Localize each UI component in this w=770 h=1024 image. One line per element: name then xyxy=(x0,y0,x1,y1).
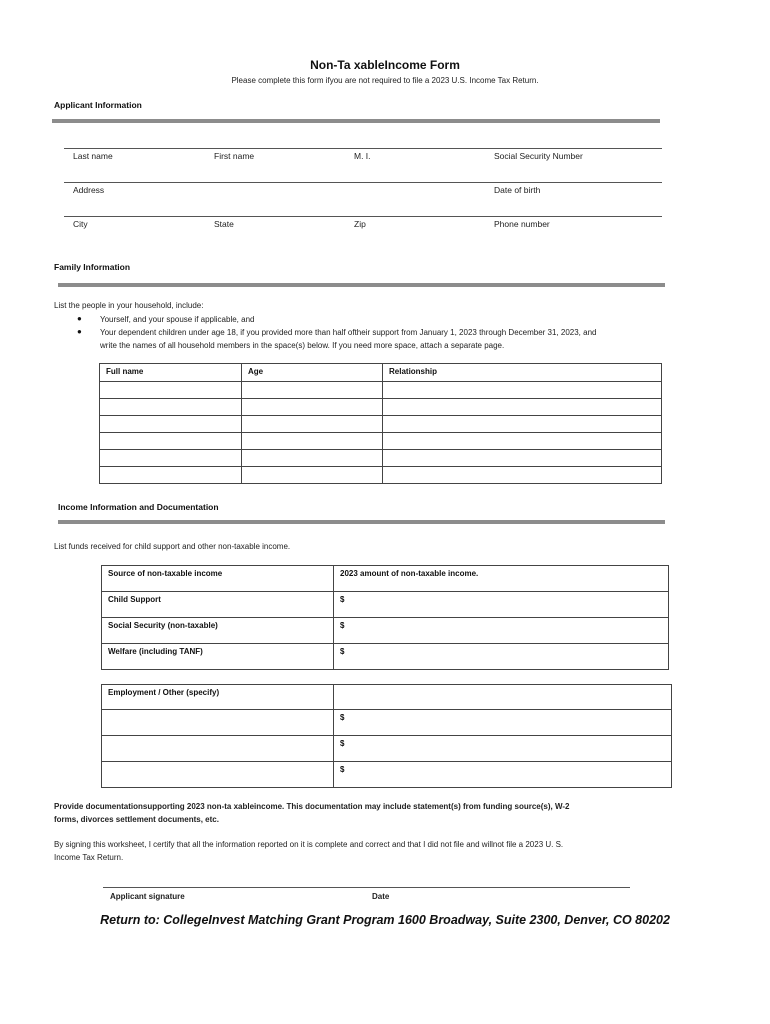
documentation-note-2: forms, divorces settlement documents, etc. xyxy=(54,815,219,824)
employment-other-label: Employment / Other (specify) xyxy=(102,685,334,710)
other-amount-cell[interactable]: $ xyxy=(334,736,672,762)
relationship-cell[interactable] xyxy=(383,399,662,416)
age-cell[interactable] xyxy=(242,467,383,484)
form-title: Non-Ta xableIncome Form xyxy=(310,58,460,72)
amount-child-support[interactable]: $ xyxy=(334,592,669,618)
middle-initial-field[interactable]: M. I. xyxy=(354,151,371,161)
phone-field[interactable]: Phone number xyxy=(494,219,550,229)
other-source-cell[interactable] xyxy=(102,762,334,788)
age-cell[interactable] xyxy=(242,433,383,450)
bullet-icon: ● xyxy=(77,314,82,323)
state-field[interactable]: State xyxy=(214,219,234,229)
other-source-cell[interactable] xyxy=(102,710,334,736)
income-separator xyxy=(58,520,665,524)
city-field[interactable]: City xyxy=(73,219,88,229)
income-intro: List funds received for child support and other non-taxable income. xyxy=(54,542,291,551)
last-name-field[interactable]: Last name xyxy=(73,151,113,161)
table-row xyxy=(100,433,662,450)
family-bullet-2: Your dependent children under age 18, if you provided more than half oftheir support from January 1, 2023 through December 31, 2023, and xyxy=(100,328,597,337)
date-of-birth-field[interactable]: Date of birth xyxy=(494,185,541,195)
other-amount-cell[interactable]: $ xyxy=(334,710,672,736)
age-cell[interactable] xyxy=(242,416,383,433)
table-row xyxy=(102,762,672,788)
col-age: Age xyxy=(242,364,383,382)
income-source-welfare: Welfare (including TANF) xyxy=(102,644,334,670)
family-bullet-2-cont: write the names of all household members in the space(s) below. If you need more space, attach a separate page. xyxy=(100,341,505,350)
relationship-cell[interactable] xyxy=(383,382,662,399)
table-row xyxy=(102,618,669,644)
family-heading: Family Information xyxy=(54,262,131,272)
employment-other-amount[interactable] xyxy=(334,685,672,710)
certification-2: Income Tax Return. xyxy=(54,853,124,862)
household-table xyxy=(99,363,662,484)
table-row xyxy=(100,450,662,467)
family-bullet-1: Yourself, and your spouse if applicable, and xyxy=(100,315,255,324)
applicant-line-3 xyxy=(64,216,662,217)
name-cell[interactable] xyxy=(100,433,242,450)
family-separator xyxy=(58,283,665,287)
zip-field[interactable]: Zip xyxy=(354,219,366,229)
name-cell[interactable] xyxy=(100,382,242,399)
table-row xyxy=(102,736,672,762)
applicant-line-1 xyxy=(64,148,662,149)
ssn-field[interactable]: Social Security Number xyxy=(494,151,583,161)
relationship-cell[interactable] xyxy=(383,433,662,450)
income-table xyxy=(101,565,669,670)
table-row xyxy=(100,382,662,399)
address-field[interactable]: Address xyxy=(73,185,105,195)
table-row xyxy=(102,644,669,670)
return-to-address: Return to: CollegeInvest Matching Grant Program 1600 Broadway, Suite 2300, Denver, CO 80202 xyxy=(100,913,670,927)
date-label: Date xyxy=(372,892,390,901)
table-row xyxy=(102,710,672,736)
amount-welfare[interactable]: $ xyxy=(334,644,669,670)
first-name-field[interactable]: First name xyxy=(214,151,255,161)
signature-line[interactable] xyxy=(103,887,630,888)
family-intro: List the people in your household, include: xyxy=(54,301,204,310)
other-source-cell[interactable] xyxy=(102,736,334,762)
amount-social-security[interactable]: $ xyxy=(334,618,669,644)
bullet-icon: ● xyxy=(77,327,82,336)
other-amount-cell[interactable]: $ xyxy=(334,762,672,788)
table-row xyxy=(100,416,662,433)
table-row xyxy=(102,592,669,618)
age-cell[interactable] xyxy=(242,382,383,399)
form-subtitle: Please complete this form ifyou are not required to file a 2023 U.S. Income Tax Return. xyxy=(231,76,539,85)
applicant-separator xyxy=(52,119,660,123)
name-cell[interactable] xyxy=(100,450,242,467)
name-cell[interactable] xyxy=(100,467,242,484)
name-cell[interactable] xyxy=(100,399,242,416)
relationship-cell[interactable] xyxy=(383,467,662,484)
age-cell[interactable] xyxy=(242,399,383,416)
col-full-name: Full name xyxy=(100,364,242,382)
col-amount: 2023 amount of non-taxable income. xyxy=(334,566,669,592)
applicant-line-2 xyxy=(64,182,662,183)
income-source-social-security: Social Security (non-taxable) xyxy=(102,618,334,644)
other-income-table xyxy=(101,684,672,788)
applicant-heading: Applicant Information xyxy=(54,100,142,110)
col-relationship: Relationship xyxy=(383,364,662,382)
relationship-cell[interactable] xyxy=(383,450,662,467)
documentation-note-1: Provide documentationsupporting 2023 non-ta xableincome. This documentation may include statement(s) from funding source(s), W-2 xyxy=(54,802,570,811)
relationship-cell[interactable] xyxy=(383,416,662,433)
certification-1: By signing this worksheet, I certify that all the information reported on it is complete and correct and that I did not file and willnot file a 2023 U. S. xyxy=(54,840,564,849)
income-heading: Income Information and Documentation xyxy=(58,502,219,512)
table-row xyxy=(100,399,662,416)
name-cell[interactable] xyxy=(100,416,242,433)
applicant-signature-label: Applicant signature xyxy=(110,892,185,901)
col-source: Source of non-taxable income xyxy=(102,566,334,592)
table-row xyxy=(100,467,662,484)
income-source-child-support: Child Support xyxy=(102,592,334,618)
age-cell[interactable] xyxy=(242,450,383,467)
